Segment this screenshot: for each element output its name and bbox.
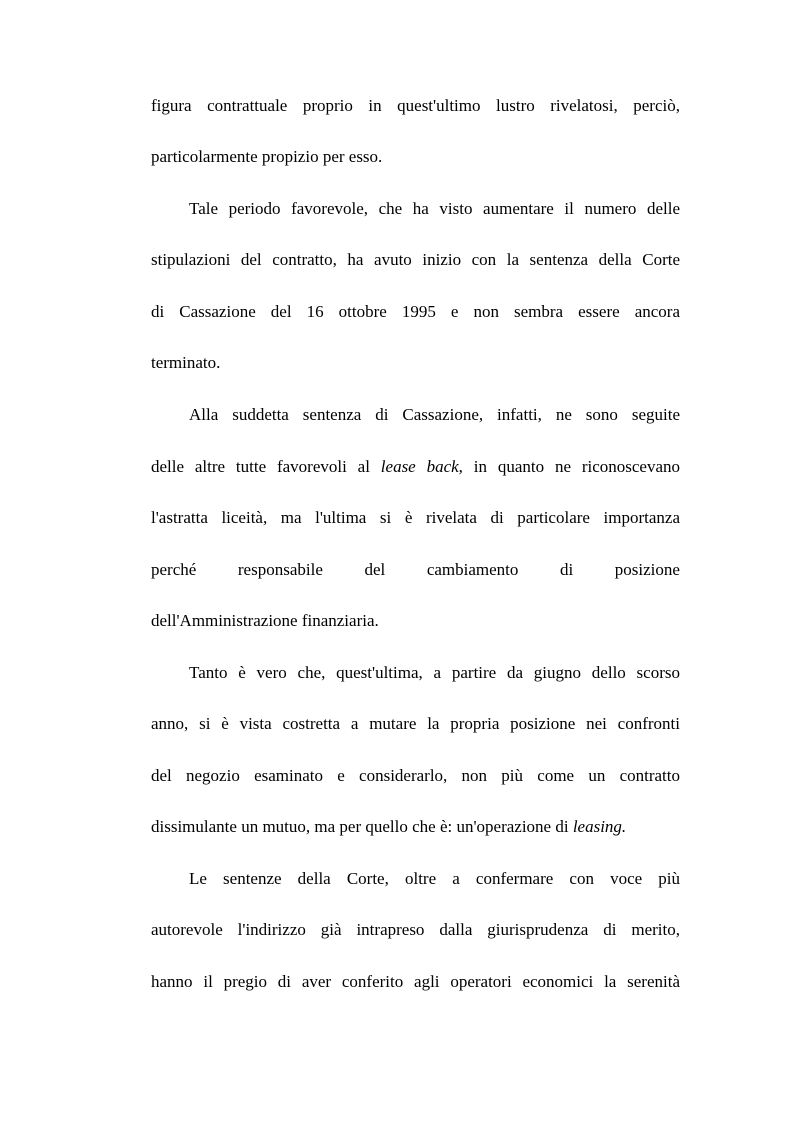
text-line: l'astratta liceità, ma l'ultima si è rivelata di particolare importanza [151, 508, 680, 527]
word: perché [151, 560, 197, 579]
word: cambiamento [426, 560, 519, 579]
text-line: terminato. [151, 353, 221, 372]
text-line [151, 815, 680, 839]
italic-term: lease back, [380, 457, 463, 476]
text-segment: dissimulante un mutuo, ma per quello che è: un'operazione di [151, 817, 573, 836]
text-line: dell'Amministrazione finanziaria. [151, 611, 379, 630]
paragraph-first-line: Le sentenze della Corte, oltre a confermare con voce più [189, 869, 680, 888]
text-line: di Cassazione del 16 ottobre 1995 e non sembra essere ancora [151, 302, 680, 321]
text-segment: in quanto ne riconoscevano [462, 457, 681, 476]
text-line [151, 455, 680, 479]
text-line: hanno il pregio di aver conferito agli operatori economici la serenità [151, 972, 680, 991]
text-line [151, 558, 680, 582]
paragraph-first-line: Tanto è vero che, quest'ultima, a partire da giugno dello scorso [189, 663, 680, 682]
text-line: stipulazioni del contratto, ha avuto inizio con la sentenza della Corte [151, 250, 680, 269]
word: responsabile [237, 560, 323, 579]
text-line: anno, si è vista costretta a mutare la propria posizione nei confronti [151, 714, 680, 733]
paragraph-first-line: Tale periodo favorevole, che ha visto aumentare il numero delle [189, 199, 680, 218]
text-segment: delle altre tutte favorevoli al [151, 457, 381, 476]
text-line: autorevole l'indirizzo già intrapreso dalla giurisprudenza di merito, [151, 920, 680, 939]
paragraph-first-line: Alla suddetta sentenza di Cassazione, infatti, ne sono seguite [189, 405, 680, 424]
text-line: figura contrattuale proprio in quest'ultimo lustro rivelatosi, perciò, [151, 96, 680, 115]
word: posizione [614, 560, 680, 579]
word: di [559, 560, 574, 579]
text-line: particolarmente propizio per esso. [151, 147, 383, 166]
word: del [364, 560, 386, 579]
italic-term: leasing. [572, 817, 627, 836]
text-line: del negozio esaminato e considerarlo, non più come un contratto [151, 766, 680, 785]
